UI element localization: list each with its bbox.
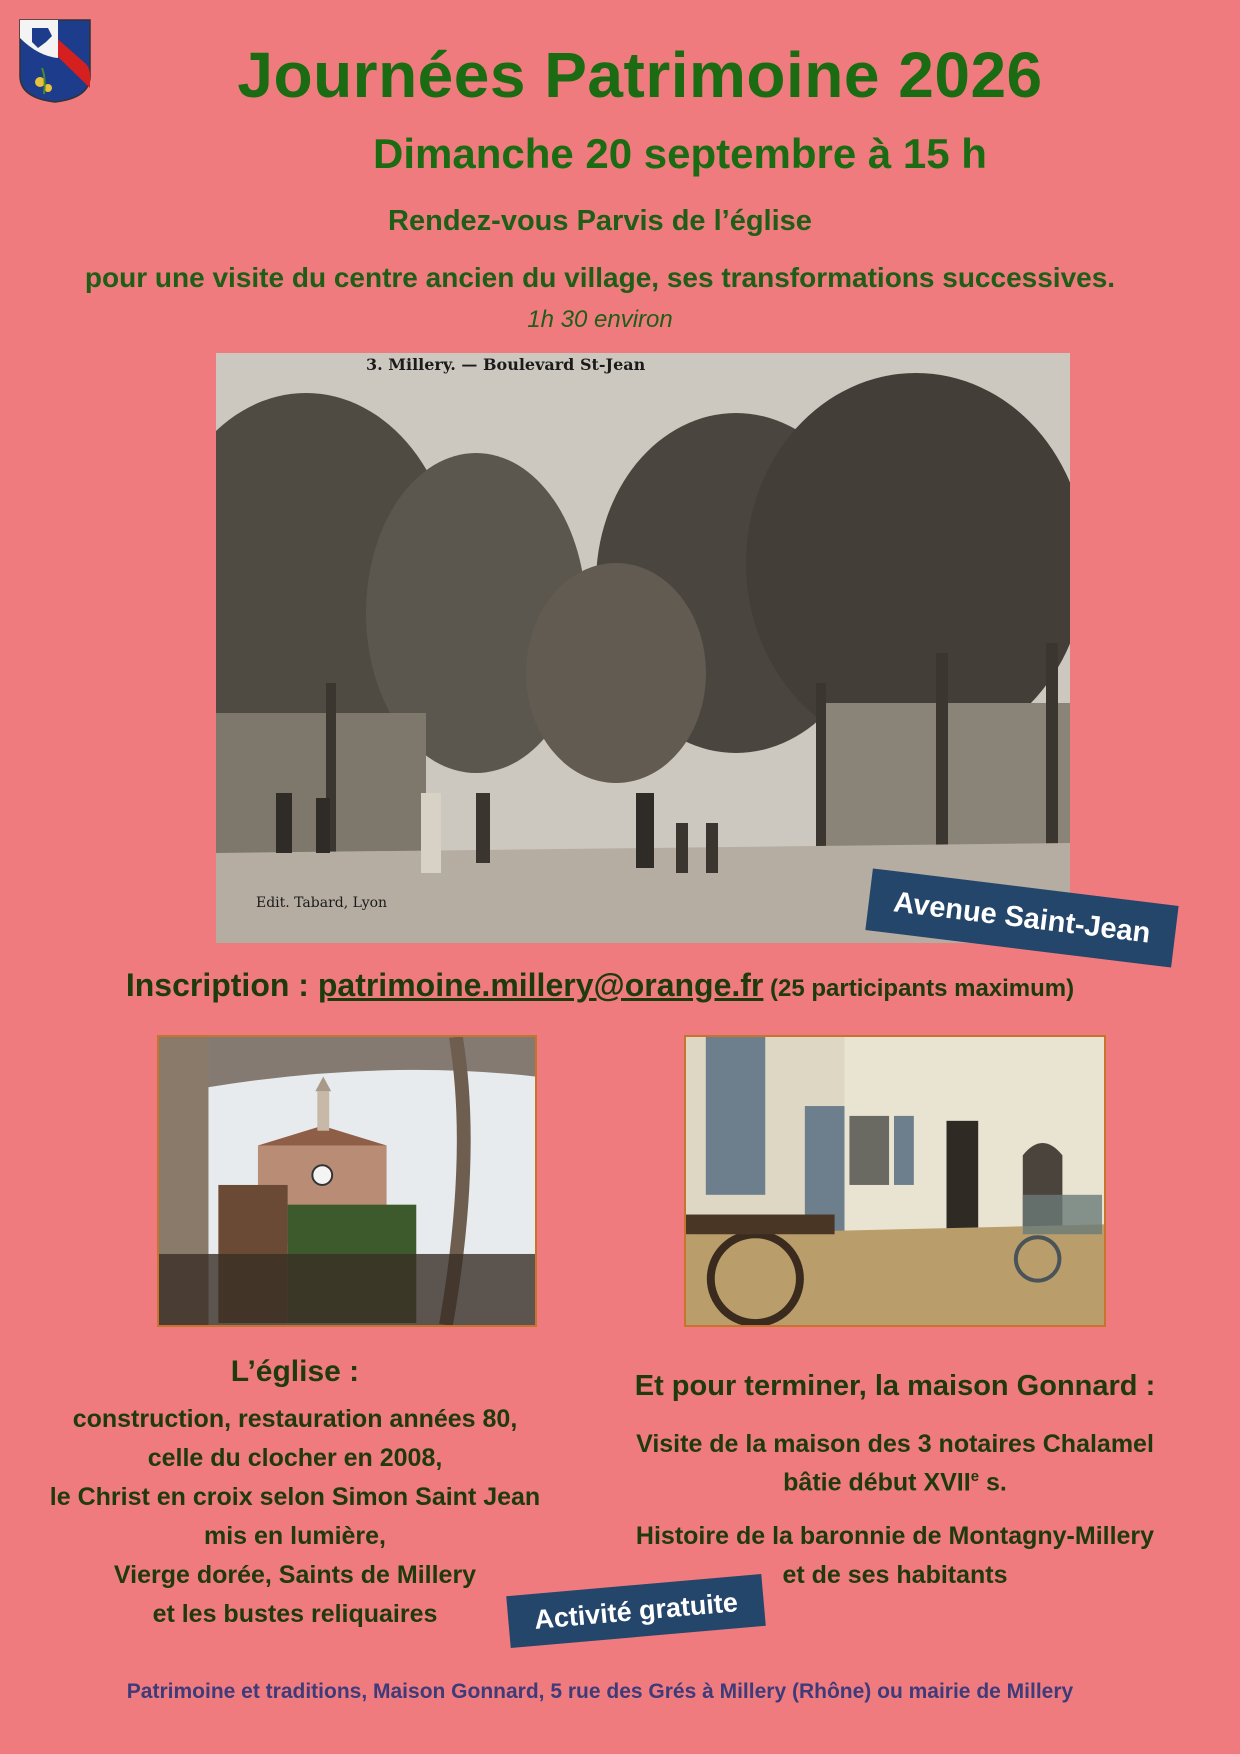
house-section-title: Et pour terminer, la maison Gonnard : — [634, 1370, 1156, 1402]
meeting-point: Rendez-vous Parvis de l’église — [388, 205, 812, 237]
postcard-caption-top: 3. Millery. — Boulevard St-Jean — [366, 355, 646, 374]
church-line-1: construction, restauration années 80, — [72, 1405, 518, 1433]
house-line-2-text: bâtie début XVII — [783, 1468, 971, 1497]
event-date: Dimanche 20 septembre à 15 h — [373, 130, 987, 177]
church-line-2: celle du clocher en 2008, — [147, 1444, 443, 1472]
boulevard-postcard-photo — [216, 353, 1070, 943]
postcard-caption-bottom: Edit. Tabard, Lyon — [256, 895, 388, 911]
avenue-label-badge: Avenue Saint-Jean — [865, 868, 1178, 967]
church-line-4: mis en lumière, — [203, 1522, 387, 1550]
registration-line — [0, 967, 1200, 1004]
free-activity-badge: Activité gratuite — [506, 1574, 766, 1648]
house-line-4: et de ses habitants — [782, 1561, 1008, 1589]
house-line-1: Visite de la maison des 3 notaires Chalamel — [636, 1430, 1154, 1458]
house-line-2 — [600, 1468, 1190, 1497]
visit-description: pour une visite du centre ancien du village, ses transformations successives. — [84, 262, 1116, 293]
church-photo — [157, 1035, 537, 1327]
house-line-2-suffix: s. — [979, 1468, 1007, 1497]
church-line-3: le Christ en croix selon Simon Saint Jean — [49, 1483, 541, 1511]
house-line-2-superscript: e — [970, 1468, 980, 1485]
registration-email-link[interactable]: patrimoine.millery@orange.fr — [317, 967, 764, 1003]
footer-address: Patrimoine et traditions, Maison Gonnard, 5 rue des Grés à Millery (Rhône) ou mairie de Millery — [126, 1680, 1074, 1703]
page-title: Journées Patrimoine 2026 — [237, 39, 1043, 111]
registration-label: Inscription : — [125, 967, 318, 1003]
church-line-5: Vierge dorée, Saints de Millery — [113, 1561, 477, 1589]
visit-duration: 1h 30 environ — [527, 306, 673, 333]
participants-note: (25 participants maximum) — [763, 975, 1075, 1002]
maison-gonnard-photo — [684, 1035, 1106, 1327]
church-section-title: L’église : — [230, 1355, 360, 1388]
house-line-3: Histoire de la baronnie de Montagny-Millery — [635, 1522, 1155, 1550]
church-line-6: et les bustes reliquaires — [152, 1600, 438, 1628]
